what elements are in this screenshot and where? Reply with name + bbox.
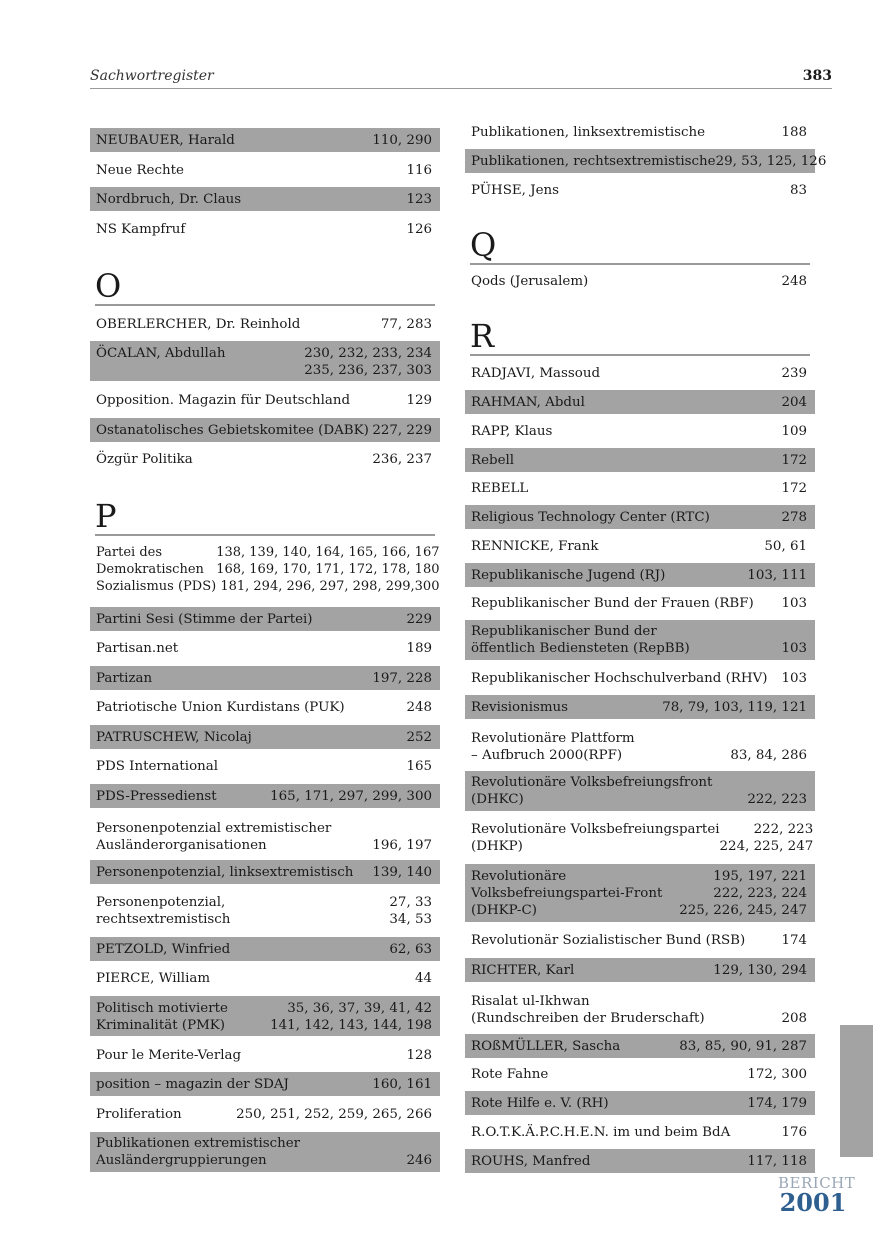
index-entry: position – magazin der SDAJ 160, 161 bbox=[90, 1072, 440, 1096]
section-letter-r: R bbox=[470, 318, 810, 356]
thumb-index-tab bbox=[840, 1025, 873, 1157]
index-entry: PDS International 165 bbox=[96, 758, 432, 774]
index-entry: Religious Technology Center (RTC) 278 bbox=[465, 505, 815, 529]
index-entry: Qods (Jerusalem) 248 bbox=[471, 273, 807, 289]
index-entry: PDS-Pressedienst 165, 171, 297, 299, 300 bbox=[90, 784, 440, 808]
index-entry: Proliferation 250, 251, 252, 259, 265, 266 bbox=[96, 1106, 432, 1122]
index-entry: Patriotische Union Kurdistans (PUK) 248 bbox=[96, 699, 432, 715]
index-entry: RAPP, Klaus 109 bbox=[471, 423, 807, 439]
index-entry: Özgür Politika 236, 237 bbox=[96, 451, 432, 467]
index-entry: ROßMÜLLER, Sascha 83, 85, 90, 91, 287 bbox=[465, 1034, 815, 1058]
section-letter-p: P bbox=[95, 498, 435, 536]
index-entry: Ostanatolisches Gebietskomitee (DABK) 227, 229 bbox=[90, 418, 440, 442]
index-entry: Risalat ul-Ikhwan (Rundschreiben der Bruderschaft) 208 bbox=[471, 994, 807, 1026]
index-entry: Revolutionäre Volksbefreiungsfront (DHKC) 222, 223 bbox=[465, 771, 815, 811]
section-title: Sachwortregister bbox=[90, 68, 214, 84]
index-entry: Republikanischer Bund der öffentlich Bediensteten (RepBB) 103 bbox=[465, 620, 815, 660]
index-entry: NEUBAUER, Harald 110, 290 bbox=[90, 128, 440, 152]
index-entry: Partini Sesi (Stimme der Partei) 229 bbox=[90, 607, 440, 631]
index-entry: R.O.T.K.Ä.P.C.H.E.N. im und beim BdA 176 bbox=[471, 1124, 807, 1140]
bericht-logo: BERICHT 2001 bbox=[778, 1174, 856, 1217]
index-entry: RENNICKE, Frank 50, 61 bbox=[471, 538, 807, 554]
index-entry: RICHTER, Karl 129, 130, 294 bbox=[465, 958, 815, 982]
index-entry: Partisan.net 189 bbox=[96, 640, 432, 656]
index-entry: Personenpotenzial, linksextremistisch 139, 140 bbox=[90, 860, 440, 884]
index-entry: Republikanischer Bund der Frauen (RBF) 103 bbox=[471, 595, 807, 611]
index-entry: Publikationen, linksextremistische 188 bbox=[471, 124, 807, 140]
index-entry: PIERCE, William 44 bbox=[96, 970, 432, 986]
index-entry: Nordbruch, Dr. Claus 123 bbox=[90, 187, 440, 211]
index-entry: Republikanischer Hochschulverband (RHV) 103 bbox=[471, 670, 807, 686]
index-entry: PÜHSE, Jens 83 bbox=[471, 182, 807, 198]
index-entry: Revolutionär Sozialistischer Bund (RSB) 174 bbox=[471, 932, 807, 948]
index-entry: RADJAVI, Massoud 239 bbox=[471, 365, 807, 381]
index-entry: PATRUSCHEW, Nicolaj 252 bbox=[90, 725, 440, 749]
index-entry: Personenpotenzial extremistischer Ausländerorganisationen 196, 197 bbox=[96, 821, 432, 853]
index-entry: ROUHS, Manfred 117, 118 bbox=[465, 1149, 815, 1173]
index-entry: Revisionismus 78, 79, 103, 119, 121 bbox=[465, 695, 815, 719]
index-entry: Publikationen extremistischer Ausländergruppierungen 246 bbox=[90, 1132, 440, 1172]
section-letter-q: Q bbox=[470, 227, 810, 265]
index-entry: PETZOLD, Winfried 62, 63 bbox=[90, 937, 440, 961]
page-number: 383 bbox=[802, 68, 832, 84]
index-entry: Pour le Merite-Verlag 128 bbox=[96, 1047, 432, 1063]
index-entry: RAHMAN, Abdul 204 bbox=[465, 390, 815, 414]
index-entry: Rote Hilfe e. V. (RH) 174, 179 bbox=[465, 1091, 815, 1115]
page-header bbox=[90, 66, 832, 89]
index-entry: Neue Rechte 116 bbox=[96, 162, 432, 178]
index-entry: Opposition. Magazin für Deutschland 129 bbox=[96, 392, 432, 408]
index-entry: Partei des Demokratischen Sozialismus (PDS) 138, 139, 140, 164, 165, 166, 167 168, 169, 170, 171, 172, 178, 180 181, 294, 296, 297, 298, 299,300 bbox=[96, 545, 440, 594]
index-entry: Publikationen, rechtsextremistische 29, 53, 125, 126 bbox=[465, 149, 815, 173]
index-entry: Personenpotenzial, rechtsextremistisch 27, 33 34, 53 bbox=[96, 895, 432, 927]
index-entry: Partizan 197, 228 bbox=[90, 666, 440, 690]
index-entry: Politisch motivierte Kriminalität (PMK) 35, 36, 37, 39, 41, 42 141, 142, 143, 144, 198 bbox=[90, 996, 440, 1036]
index-entry: Revolutionäre Volksbefreiungspartei (DHKP) 222, 223 224, 225, 247 bbox=[471, 822, 814, 854]
index-entry: Rebell 172 bbox=[465, 448, 815, 472]
index-entry: Revolutionäre Volksbefreiungspartei-Front (DHKP-C) 195, 197, 221 222, 223, 224 225, 226, 245, 247 bbox=[465, 864, 815, 922]
index-entry: ÖCALAN, Abdullah 230, 232, 233, 234 235, 236, 237, 303 bbox=[90, 341, 440, 381]
index-entry: REBELL 172 bbox=[471, 480, 807, 496]
index-entry: Rote Fahne 172, 300 bbox=[471, 1066, 807, 1082]
index-entry: Republikanische Jugend (RJ) 103, 111 bbox=[465, 563, 815, 587]
index-entry: OBERLERCHER, Dr. Reinhold 77, 283 bbox=[96, 316, 432, 332]
index-entry: NS Kampfruf 126 bbox=[96, 221, 432, 237]
section-letter-o: O bbox=[95, 268, 435, 306]
index-entry: Revolutionäre Plattform – Aufbruch 2000(RPF) 83, 84, 286 bbox=[471, 731, 807, 763]
